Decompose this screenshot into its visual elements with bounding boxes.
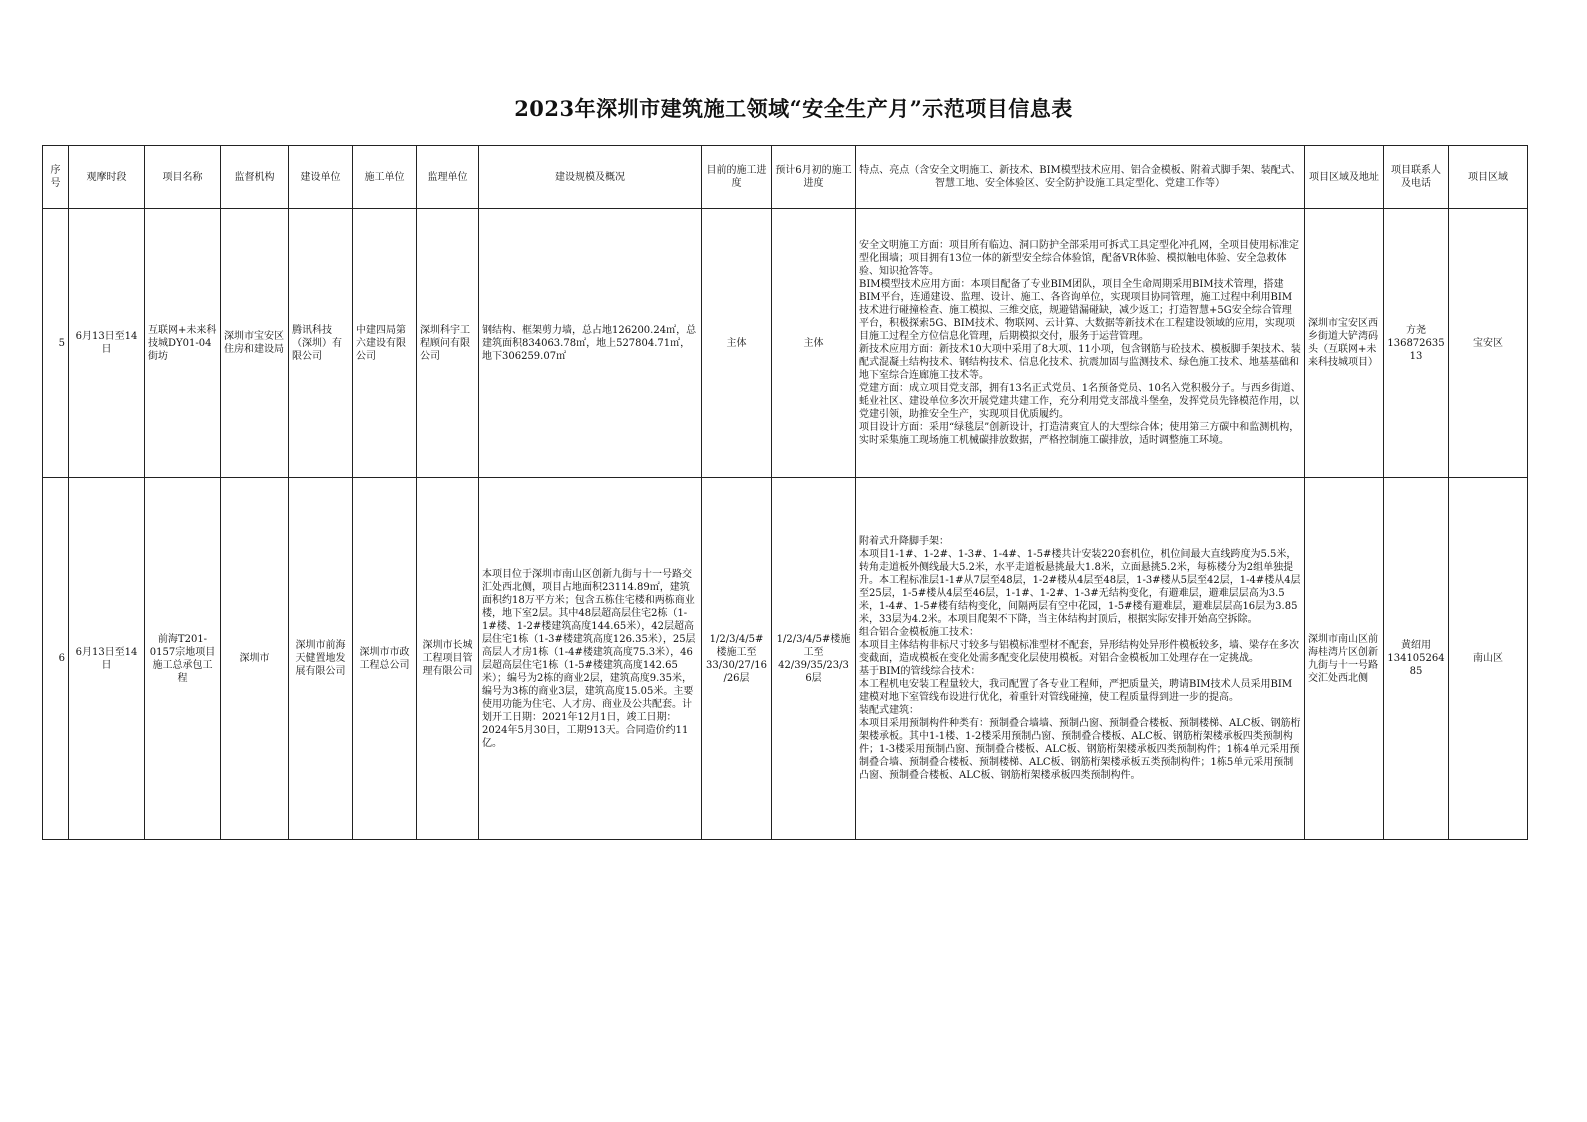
cell-district: 宝安区 <box>1449 209 1528 478</box>
cell-features <box>856 478 1305 840</box>
cell-supervisor: 深圳市宝安区住房和建设局 <box>221 209 289 478</box>
feature-paragraph: 项目设计方面：采用“绿毯层”创新设计，打造清爽宜人的大型综合体；使用第三方碳中和监测机构，实时采集施工现场施工机械碳排放数据，严格控制施工碳排放，适时调整施工环境。 <box>859 422 1300 446</box>
header-no: 序号 <box>43 146 69 209</box>
cell-expected-progress: 主体 <box>772 209 856 478</box>
cell-district: 南山区 <box>1449 478 1528 840</box>
cell-contact: 黄绍用13410526485 <box>1384 478 1449 840</box>
cell-period: 6月13日至14日 <box>69 478 145 840</box>
cell-current-progress: 主体 <box>702 209 772 478</box>
table-row <box>43 209 1528 478</box>
header-features: 特点、亮点（含安全文明施工、新技术、BIM模型技术应用、铝合金模板、附着式脚手架、装配式、智慧工地、安全体验区、安全防护设施工具定型化、党建工作等） <box>856 146 1305 209</box>
cell-scale: 钢结构、框架剪力墙，总占地126200.24㎡，总建筑面积834063.78㎡，地上527804.71㎡，地下306259.07㎡ <box>479 209 702 478</box>
header-consultant: 监理单位 <box>417 146 479 209</box>
page-title: 2023年深圳市建筑施工领域“安全生产月”示范项目信息表 <box>514 96 1073 121</box>
cell-builder: 腾讯科技（深圳）有限公司 <box>289 209 353 478</box>
cell-consultant: 深圳科宇工程顾问有限公司 <box>417 209 479 478</box>
cell-address: 深圳市南山区前海桂湾片区创新九街与十一号路交汇处西北侧 <box>1305 478 1384 840</box>
header-contractor: 施工单位 <box>353 146 417 209</box>
feature-paragraph: 附着式升降脚手架： <box>859 536 949 547</box>
cell-no: 5 <box>43 209 69 478</box>
cell-address: 深圳市宝安区西乡街道大铲湾码头（互联网+未来科技城项目） <box>1305 209 1384 478</box>
cell-contractor: 中建四局第六建设有限公司 <box>353 209 417 478</box>
table-row <box>43 478 1528 840</box>
cell-consultant: 深圳市长城工程项目管理有限公司 <box>417 478 479 840</box>
cell-expected-progress: 1/2/3/4/5#楼施工至42/39/35/23/36层 <box>772 478 856 840</box>
header-builder: 建设单位 <box>289 146 353 209</box>
header-period: 观摩时段 <box>69 146 145 209</box>
header-current-progress: 目前的施工进度 <box>702 146 772 209</box>
project-info-table <box>42 145 1528 840</box>
header-contact: 项目联系人及电话 <box>1384 146 1449 209</box>
feature-paragraph: 本项目采用预制构件种类有：预制叠合墙墙、预制凸窗、预制叠合楼板、预制楼梯、ALC板、钢筋桁架楼承板。其中1-1楼、1-2楼采用预制凸窗、预制叠合楼板、ALC板、钢筋桁架楼承板四类预制构件；1-3楼采用预制凸窗、预制叠合楼板、ALC板、钢筋桁架楼承板四类预制构件；1栋4单元采用预制叠合墙、预制叠合楼板、预制楼梯、ALC板、钢筋桁架楼承板五类预制构件；1栋5单元采用预制凸窗、预制叠合楼板、ALC板、钢筋桁架楼承板四类预制构件。 <box>859 718 1301 781</box>
cell-project-name: 互联网+未来科技城DY01-04街坊 <box>145 209 221 478</box>
table-header-row <box>43 146 1528 209</box>
cell-contractor: 深圳市市政工程总公司 <box>353 478 417 840</box>
cell-scale: 本项目位于深圳市南山区创新九街与十一号路交汇处西北侧，项目占地面积23114.89㎡，建筑面积约18万平方米；包含五栋住宅楼和两栋商业楼，地下室2层。其中48层超高层住宅2栋（1-1#楼、1-2#楼建筑高度144.65米），42层超高层住宅1栋（1-3#楼建筑高度126.35米），25层高层人才房1栋（1-4#楼建筑高度75.3米），46层超高层住宅1栋（1-5#楼建筑高度142.65米）；编号为2栋的商业2层，建筑高度9.35米，编号为3栋的商业3层，建筑高度15.05米。主要使用功能为住宅、人才房、商业及公共配套。计划开工日期：2021年12月1日，竣工日期：2024年5月30日，工期913天。合同造价约11亿。 <box>479 478 702 840</box>
cell-features <box>856 209 1305 478</box>
cell-no: 6 <box>43 478 69 840</box>
feature-paragraph: 装配式建筑： <box>859 705 919 716</box>
feature-paragraph: 安全文明施工方面：项目所有临边、洞口防护全部采用可拆式工具定型化冲孔网，全项目使用标准定型化围墙；项目拥有13位一体的新型安全综合体验馆，配备VR体验、模拟触电体验、安全急救体验、知识抢答等。 <box>859 240 1299 277</box>
feature-paragraph: 本项目1-1#、1-2#、1-3#、1-4#、1-5#楼共计安装220套机位，机位间最大直线跨度为5.5米，转角走道板外侧线最大5.2米，水平走道板悬挑最大1.8米，立面悬挑5.2米，每栋楼分为2组单独提升。本工程标准层1-1#从7层至48层，1-2#楼从4层至48层，1-3#楼从5层至42层，1-4#楼从4层至25层，1-5#楼从4层至46层，1-1#、1-2#、1-3#无结构变化，有避难层，避难层层高为3.5米，1-4#、1-5#楼有结构变化，间隔两层有空中花园，1-5#楼有避难层，避难层层高16层为3.85米，33层为4.2米。本项目爬架不下降，当主体结构封顶后，根据实际安排开始高空拆除。 <box>859 549 1301 625</box>
cell-current-progress: 1/2/3/4/5#楼施工至33/30/27/16/26层 <box>702 478 772 840</box>
feature-paragraph: BIM模型技术应用方面：本项目配备了专业BIM团队，项目全生命周期采用BIM技术管理，搭建BIM平台，连通建设、监理、设计、施工、各咨询单位，实现项目协同管理，施工过程中利用BIM技术进行碰撞检查、施工模拟、三维交底，规避错漏碰缺，减少返工；打造智慧+5G安全综合管理平台，积极探索5G、BIM技术、物联网、云计算、大数据等新技术在工程建设领域的应用，实现项目施工过程全方位信息化管理，后期模拟交付，服务于运营管理。 <box>859 279 1295 342</box>
cell-supervisor: 深圳市 <box>221 478 289 840</box>
header-expected-progress: 预计6月初的施工进度 <box>772 146 856 209</box>
cell-period: 6月13日至14日 <box>69 209 145 478</box>
feature-paragraph: 党建方面：成立项目党支部，拥有13名正式党员、1名预备党员、10名入党积极分子。与西乡街道、蚝业社区、建设单位多次开展党建共建工作，充分利用党支部战斗堡垒，发挥党员先锋模范作用，以党建引领，助推安全生产，实现项目优质履约。 <box>859 383 1301 420</box>
feature-paragraph: 组合铝合金模板施工技术： <box>859 627 979 638</box>
feature-paragraph: 基于BIM的管线综合技术： <box>859 666 981 677</box>
header-supervisor: 监督机构 <box>221 146 289 209</box>
cell-contact: 方尧13687263513 <box>1384 209 1449 478</box>
feature-paragraph: 本工程机电安装工程量较大，我司配置了各专业工程师，严把质量关，聘请BIM技术人员采用BIM建模对地下室管线布设进行优化，着重针对管线碰撞，使工程质量得到进一步的提高。 <box>859 679 1293 703</box>
cell-builder: 深圳市前海天健置地发展有限公司 <box>289 478 353 840</box>
cell-project-name: 前海T201-0157宗地项目施工总承包工程 <box>145 478 221 840</box>
feature-paragraph: 新技术应用方面：新技术10大项中采用了8大项、11小项，包含钢筋与砼技术、模板脚手架技术、装配式混凝土结构技术、钢结构技术、信息化技术、抗震加固与监测技术、绿色施工技术、地基基础和地下室综合连廊施工技术等。 <box>859 344 1301 381</box>
header-district: 项目区域 <box>1449 146 1528 209</box>
header-scale: 建设规模及概况 <box>479 146 702 209</box>
header-project-name: 项目名称 <box>145 146 221 209</box>
feature-paragraph: 本项目主体结构非标尺寸较多与铝模标准型材不配套，异形结构处异形件模板较多，墙、梁存在多次变截面，造成模板在变化处需多配变化层使用模板。对铝合金模板加工处理存在一定挑战。 <box>859 640 1299 664</box>
header-address: 项目区域及地址 <box>1305 146 1384 209</box>
